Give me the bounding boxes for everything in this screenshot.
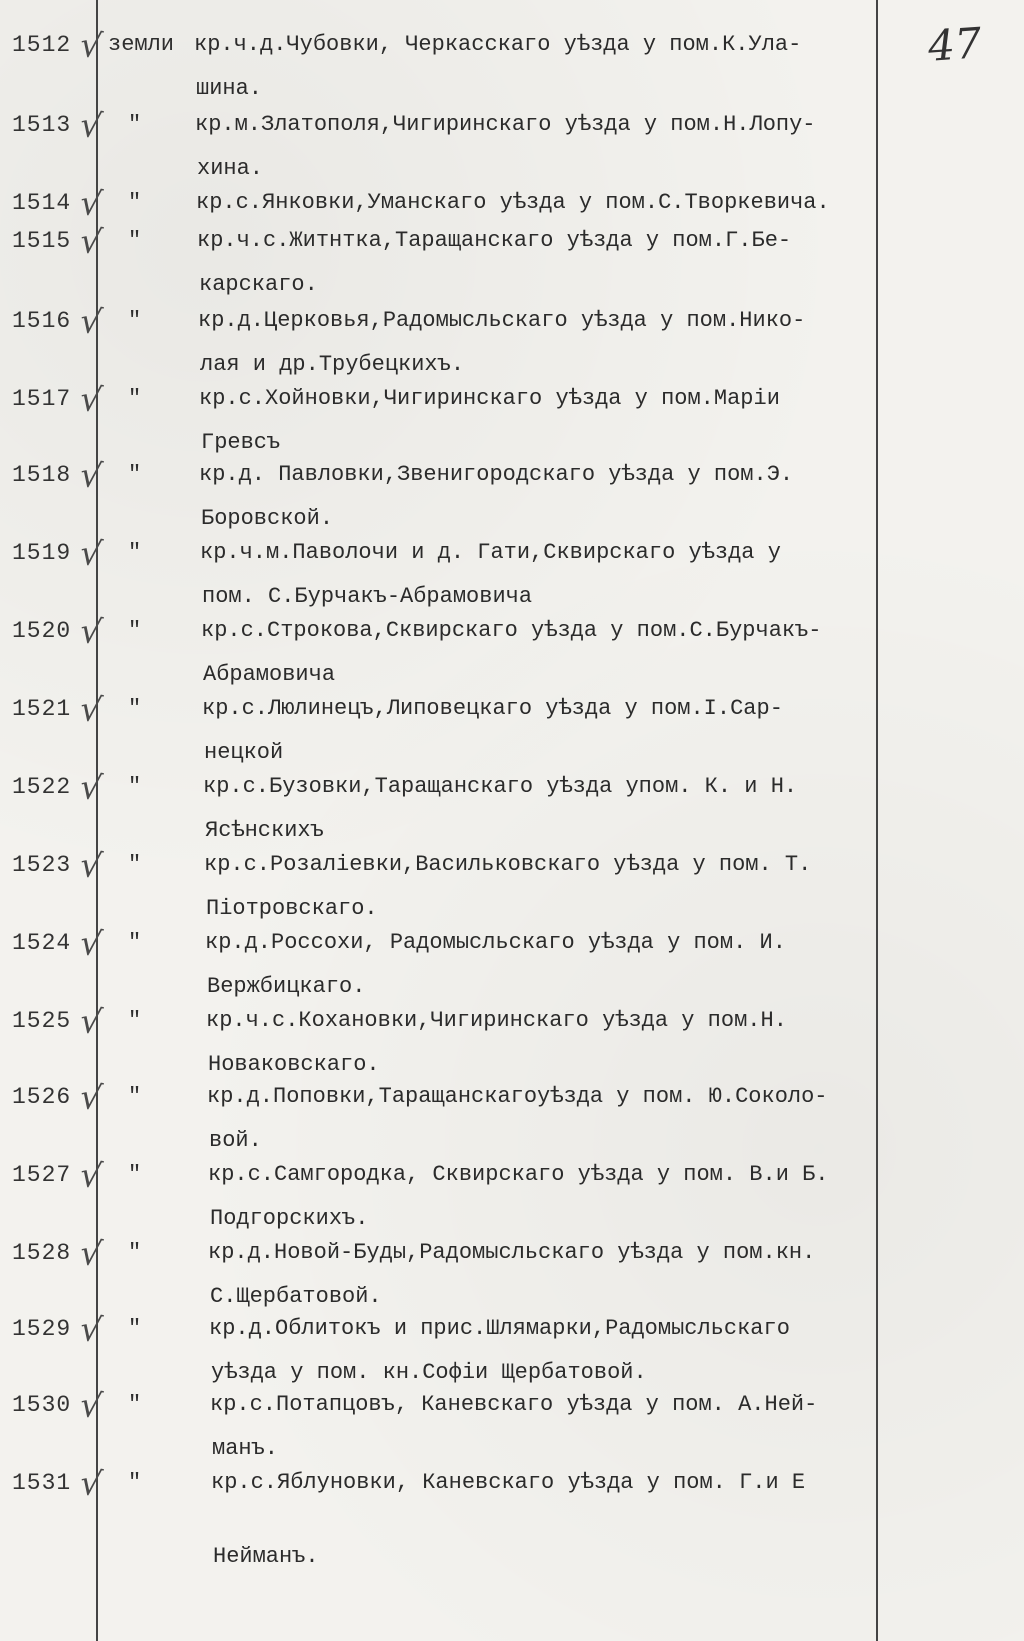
check-mark-icon: √ (77, 1308, 105, 1352)
ditto-mark: " (128, 1084, 142, 1109)
check-mark-icon: √ (77, 1000, 105, 1044)
entry-text-line-1: кр.с.Самгородка, Сквирскаго уѣзда у пом. В.и Б. (208, 1162, 829, 1187)
entry-text-line-2: хина. (197, 156, 264, 181)
entry-number: 1526 (12, 1084, 72, 1110)
entry-number: 1513 (12, 112, 72, 138)
ditto-mark: " (128, 308, 142, 333)
entry-text-line-2: лая и др.Трубецкихъ. (200, 352, 465, 377)
check-mark-icon: √ (77, 610, 105, 654)
entry-text-line-1: кр.с.Люлинецъ,Липовецкаго уѣзда у пом.I.Сар- (202, 696, 783, 721)
check-mark-icon: √ (77, 1462, 105, 1506)
entry-text-line-2: Гревсъ (201, 430, 281, 455)
ditto-mark: " (128, 540, 142, 565)
entry-text-line-1: кр.ч.с.Кохановки,Чигиринскаго уѣзда у пом.Н. (206, 1008, 787, 1033)
entry-number: 1512 (12, 32, 72, 58)
check-mark-icon: √ (77, 24, 105, 68)
check-mark-icon: √ (77, 844, 105, 888)
entry-text-line-2: пом. С.Бурчакъ-Абрамовича (202, 584, 533, 609)
check-mark-icon: √ (77, 922, 105, 966)
ditto-mark: " (128, 852, 142, 877)
ditto-mark: " (128, 696, 142, 721)
ditto-mark: " (128, 1470, 142, 1495)
check-mark-icon: √ (77, 1232, 105, 1276)
entry-text-line-1: кр.с.Розаліевки,Васильковскаго уѣзда у пом. Т. (204, 852, 812, 877)
entry-text-line-2: С.Щербатовой. (210, 1284, 382, 1309)
entry-text-line-1: кр.д.Новой-Буды,Радомысльскаго уѣзда у пом.кн. (208, 1240, 816, 1265)
entry-number: 1530 (12, 1392, 72, 1418)
check-mark-icon: √ (77, 1076, 105, 1120)
entry-number: 1517 (12, 386, 72, 412)
check-mark-icon: √ (77, 454, 105, 498)
entry-text-line-1: кр.д.Облитокъ и прис.Шлямарки,Радомысльскаго (209, 1316, 790, 1341)
check-mark-icon: √ (77, 378, 105, 422)
ditto-mark: " (128, 112, 142, 137)
check-mark-icon: √ (77, 532, 105, 576)
entry-number: 1525 (12, 1008, 72, 1034)
entry-text-line-2: Нейманъ. (213, 1544, 319, 1569)
ditto-mark: " (128, 228, 142, 253)
entry-number: 1522 (12, 774, 72, 800)
entry-text-line-2: вой. (209, 1128, 262, 1153)
ditto-mark: " (128, 1240, 142, 1265)
ditto-mark: " (128, 1008, 142, 1033)
entry-text-line-1: кр.д.Россохи, Радомысльскаго уѣзда у пом. И. (205, 930, 786, 955)
check-mark-icon: √ (77, 688, 105, 732)
entry-number: 1524 (12, 930, 72, 956)
ditto-mark: " (128, 774, 142, 799)
entry-number: 1515 (12, 228, 72, 254)
entry-text-line-2: Подгорскихъ. (210, 1206, 369, 1231)
ditto-mark: " (128, 618, 142, 643)
entry-text-line-1: кр.ч.м.Паволочи и д. Гати,Сквирскаго уѣзда у (200, 540, 781, 565)
entry-text-line-1: кр.м.Златополя,Чигиринскаго уѣзда у пом.Н.Лопу- (195, 112, 816, 137)
entry-text-line-1: кр.с.Яблуновки, Каневскаго уѣзда у пом. Г.и Е (211, 1470, 806, 1495)
check-mark-icon: √ (77, 182, 105, 226)
ditto-mark: " (128, 1392, 142, 1417)
entry-text-line-1: кр.с.Потапцовъ, Каневскаго уѣзда у пом. А.Ней- (210, 1392, 818, 1417)
entry-number: 1527 (12, 1162, 72, 1188)
check-mark-icon: √ (77, 1154, 105, 1198)
entry-text-line-2: Вержбицкаго. (207, 974, 366, 999)
entry-text-line-1: кр.с.Строкова,Сквирскаго уѣзда у пом.С.Бурчакъ- (201, 618, 822, 643)
check-mark-icon: √ (77, 300, 105, 344)
check-mark-icon: √ (77, 1384, 105, 1428)
entry-text-line-2: манъ. (212, 1436, 279, 1461)
entry-text-line-2: Новаковскаго. (208, 1052, 380, 1077)
entry-text-line-2: Піотровскаго. (206, 896, 378, 921)
entry-number: 1518 (12, 462, 72, 488)
entry-number: 1514 (12, 190, 72, 216)
ditto-mark: " (128, 1162, 142, 1187)
ditto-mark: " (128, 462, 142, 487)
entry-number: 1529 (12, 1316, 72, 1342)
entry-text-line-1: кр.с.Хойновки,Чигиринскаго уѣзда у пом.Маріи (199, 386, 780, 411)
entry-number: 1520 (12, 618, 72, 644)
entry-text-line-2: уѣзда у пом. кн.Софіи Щербатовой. (211, 1360, 647, 1385)
entry-number: 1521 (12, 696, 72, 722)
entry-number: 1519 (12, 540, 72, 566)
check-mark-icon: √ (77, 104, 105, 148)
ditto-mark: " (128, 930, 142, 955)
page-number: 47 (926, 18, 984, 71)
entry-text-line-1: кр.с.Янковки,Уманскаго уѣзда у пом.С.Творкевича. (196, 190, 830, 215)
check-mark-icon: √ (77, 766, 105, 810)
entry-text-line-1: кр.д.Церковья,Радомысльскаго уѣзда у пом.Нико- (198, 308, 806, 333)
ditto-mark: " (128, 386, 142, 411)
check-mark-icon: √ (77, 220, 105, 264)
entry-text-line-2: Ясѣнскихъ (205, 818, 324, 843)
entry-text-line-1: кр.д.Поповки,Таращанскагоуѣзда у пом. Ю.Соколо- (207, 1084, 828, 1109)
entry-text-line-2: карскаго. (199, 272, 318, 297)
entry-number: 1523 (12, 852, 72, 878)
entry-lead-word: земли (108, 32, 175, 57)
entry-text-line-2: Боровской. (201, 506, 334, 531)
entry-text-line-2: Абрамовича (203, 662, 336, 687)
entry-text-line-2: нецкой (204, 740, 284, 765)
entry-text-line-1: кр.с.Бузовки,Таращанскаго уѣзда упом. К. и Н. (203, 774, 798, 799)
entry-text-line-1: кр.ч.с.Житнтка,Таращанскаго уѣзда у пом.Г.Бе- (197, 228, 792, 253)
entry-text-line-1: кр.ч.д.Чубовки, Черкасскаго уѣзда у пом.К.Ула- (194, 32, 802, 57)
right-margin-rule (876, 0, 878, 1641)
entry-text-line-2: шина. (196, 76, 263, 101)
entry-text-line-1: кр.д. Павловки,Звенигородскаго уѣзда у пом.Э. (199, 462, 794, 487)
entry-number: 1528 (12, 1240, 72, 1266)
entry-number: 1516 (12, 308, 72, 334)
ditto-mark: " (128, 1316, 142, 1341)
ditto-mark: " (128, 190, 142, 215)
entry-number: 1531 (12, 1470, 72, 1496)
